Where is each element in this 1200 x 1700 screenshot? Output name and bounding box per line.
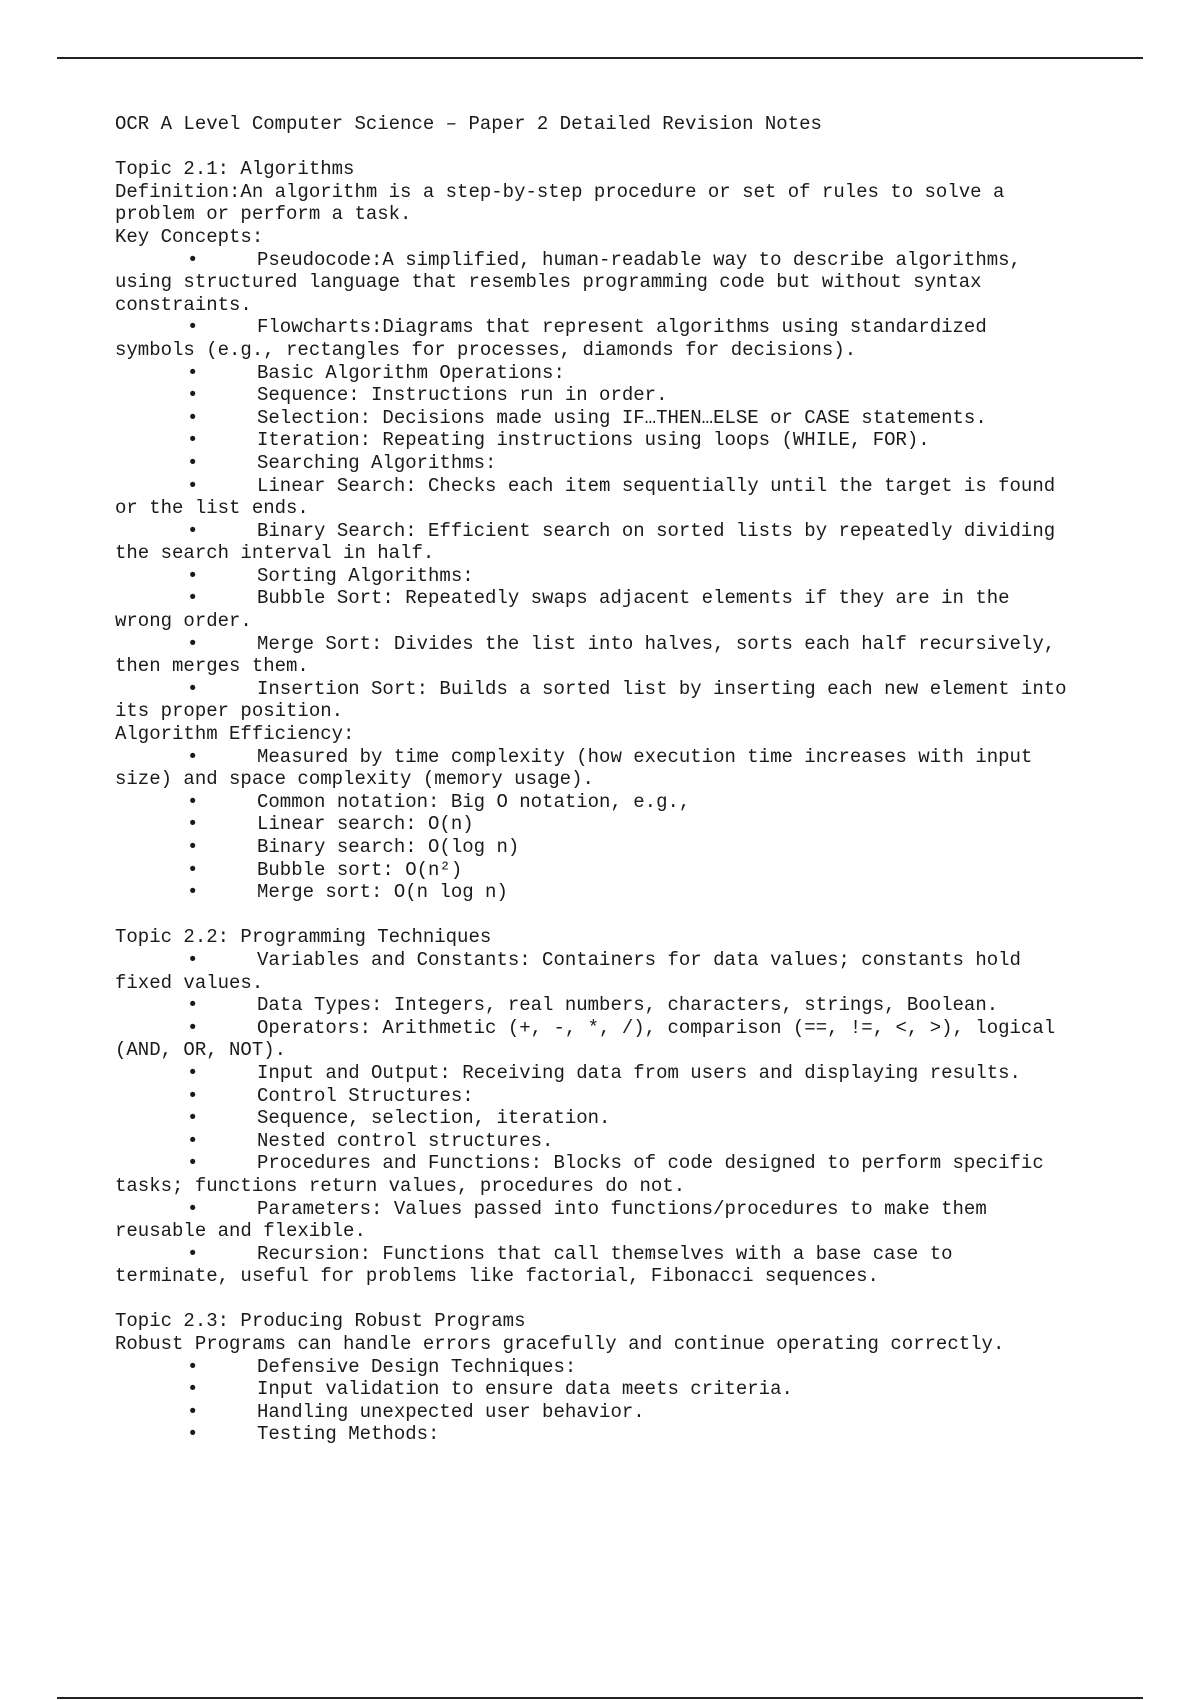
bullet-icon: •	[187, 1061, 199, 1084]
bullet-icon: •	[187, 406, 199, 429]
definition-line: problem or perform a task.	[115, 203, 412, 226]
bullet-item-parameters: • Parameters: Values passed into functions/procedures to make them	[187, 1197, 987, 1220]
key-concepts-label: Key Concepts:	[115, 225, 264, 248]
bullet-item-seq-sel-iter: • Sequence, selection, iteration.	[187, 1107, 611, 1130]
bullet-icon: •	[187, 1152, 199, 1175]
bullet-icon: •	[187, 587, 199, 610]
bullet-item-merge-sort: • Merge Sort: Divides the list into halves, sorts each half recursively,	[187, 632, 1056, 655]
continuation-line: constraints.	[115, 293, 252, 316]
bullet-item-procedures: • Procedures and Functions: Blocks of code designed to perform specific	[187, 1152, 1044, 1175]
bullet-item-searching: • Searching Algorithms:	[187, 451, 497, 474]
document-body	[115, 113, 1125, 1446]
definition-line: Definition:An algorithm is a step-by-step procedure or set of rules to solve a	[115, 180, 1005, 203]
bullet-item-recursion: • Recursion: Functions that call themselves with a base case to	[187, 1242, 953, 1265]
bullet-item-linear-search: • Linear Search: Checks each item sequentially until the target is found	[187, 474, 1056, 497]
topic-heading-programming: Topic 2.2: Programming Techniques	[115, 926, 492, 949]
bullet-icon: •	[187, 790, 199, 813]
spacer	[115, 904, 1125, 927]
bullet-icon: •	[187, 813, 199, 836]
robust-intro: Robust Programs can handle errors gracefully and continue operating correctly.	[115, 1333, 1005, 1356]
spacer	[115, 1288, 1125, 1311]
bullet-icon: •	[187, 632, 199, 655]
top-rule	[57, 57, 1143, 59]
bullet-icon: •	[187, 1242, 199, 1265]
continuation-line: its proper position.	[115, 700, 344, 723]
bullet-item-bubble-sort: • Bubble Sort: Repeatedly swaps adjacent elements if they are in the	[187, 587, 1010, 610]
bullet-icon: •	[187, 1355, 199, 1378]
bullet-item-input-output: • Input and Output: Receiving data from users and displaying results.	[187, 1061, 1021, 1084]
bullet-item-basic-ops: • Basic Algorithm Operations:	[187, 361, 565, 384]
bullet-icon: •	[187, 519, 199, 542]
bullet-item-o-merge: • Merge sort: O(n log n)	[187, 881, 508, 904]
bullet-item-pseudocode: • Pseudocode:A simplified, human-readable way to describe algorithms,	[187, 248, 1021, 271]
document-title: OCR A Level Computer Science – Paper 2 Detailed Revision Notes	[115, 113, 822, 135]
bullet-icon: •	[187, 1197, 199, 1220]
bullet-item-measured: • Measured by time complexity (how execution time increases with input	[187, 745, 1033, 768]
continuation-line: the search interval in half.	[115, 542, 435, 565]
bullet-icon: •	[187, 858, 199, 881]
bullet-icon: •	[187, 677, 199, 700]
bullet-icon: •	[187, 1084, 199, 1107]
bullet-icon: •	[187, 994, 199, 1017]
bullet-item-operators: • Operators: Arithmetic (+, -, *, /), comparison (==, !=, <, >), logical	[187, 1016, 1056, 1039]
continuation-line: symbols (e.g., rectangles for processes, diamonds for decisions).	[115, 338, 857, 361]
bullet-icon: •	[187, 1107, 199, 1130]
bullet-item-validation: • Input validation to ensure data meets criteria.	[187, 1378, 793, 1401]
bullet-item-o-linear: • Linear search: O(n)	[187, 813, 474, 836]
continuation-line: terminate, useful for problems like factorial, Fibonacci sequences.	[115, 1265, 879, 1288]
bullet-icon: •	[187, 1423, 199, 1446]
bullet-item-unexpected: • Handling unexpected user behavior.	[187, 1400, 645, 1423]
efficiency-label: Algorithm Efficiency:	[115, 723, 355, 746]
bottom-rule	[57, 1697, 1143, 1699]
bullet-icon: •	[187, 316, 199, 339]
bullet-icon: •	[187, 836, 199, 858]
spacer	[115, 136, 1125, 159]
bullet-icon: •	[187, 429, 199, 452]
bullet-item-sorting: • Sorting Algorithms:	[187, 564, 474, 587]
bullet-icon: •	[187, 1016, 199, 1039]
bullet-icon: •	[187, 361, 199, 384]
continuation-line: then merges them.	[115, 655, 309, 678]
bullet-item-data-types: • Data Types: Integers, real numbers, characters, strings, Boolean.	[187, 994, 999, 1017]
continuation-line: tasks; functions return values, procedures do not.	[115, 1174, 686, 1197]
bullet-item-nested: • Nested control structures.	[187, 1129, 554, 1152]
bullet-icon: •	[187, 384, 199, 407]
bullet-item-control-structures: • Control Structures:	[187, 1084, 474, 1107]
bullet-item-binary-search: • Binary Search: Efficient search on sorted lists by repeatedly dividing	[187, 519, 1056, 542]
continuation-line: fixed values.	[115, 971, 264, 994]
bullet-item-common-notation: • Common notation: Big O notation, e.g.,	[187, 790, 691, 813]
bullet-item-variables: • Variables and Constants: Containers for data values; constants hold	[187, 948, 1021, 971]
bullet-icon: •	[187, 1378, 199, 1401]
bullet-item-defensive: • Defensive Design Techniques:	[187, 1355, 577, 1378]
bullet-icon: •	[187, 1129, 199, 1152]
bullet-icon: •	[187, 474, 199, 497]
continuation-line: or the list ends.	[115, 497, 309, 520]
bullet-icon: •	[187, 948, 199, 971]
bullet-icon: •	[187, 1400, 199, 1423]
continuation-line: using structured language that resembles programming code but without syntax	[115, 271, 982, 294]
bullet-item-insertion-sort: • Insertion Sort: Builds a sorted list by inserting each new element into	[187, 677, 1067, 700]
continuation-line: size) and space complexity (memory usage).	[115, 768, 594, 791]
continuation-line: wrong order.	[115, 610, 252, 633]
bullet-item-selection: • Selection: Decisions made using IF…THEN…ELSE or CASE statements.	[187, 406, 987, 429]
bullet-item-iteration: • Iteration: Repeating instructions using loops (WHILE, FOR).	[187, 429, 930, 452]
bullet-item-flowcharts: • Flowcharts:Diagrams that represent algorithms using standardized	[187, 316, 987, 339]
bullet-item-o-binary: • Binary search: O(log n)	[187, 836, 520, 858]
topic-heading-algorithms: Topic 2.1: Algorithms	[115, 158, 355, 181]
bullet-icon: •	[187, 745, 199, 768]
bullet-icon: •	[187, 564, 199, 587]
bullet-icon: •	[187, 451, 199, 474]
topic-heading-robust: Topic 2.3: Producing Robust Programs	[115, 1310, 526, 1333]
continuation-line: (AND, OR, NOT).	[115, 1039, 287, 1062]
continuation-line: reusable and flexible.	[115, 1220, 366, 1243]
bullet-item-o-bubble: • Bubble sort: O(n²)	[187, 858, 463, 881]
bullet-icon: •	[187, 881, 199, 904]
bullet-icon: •	[187, 248, 199, 271]
bullet-item-testing: • Testing Methods:	[187, 1423, 440, 1446]
bullet-item-sequence: • Sequence: Instructions run in order.	[187, 384, 668, 407]
